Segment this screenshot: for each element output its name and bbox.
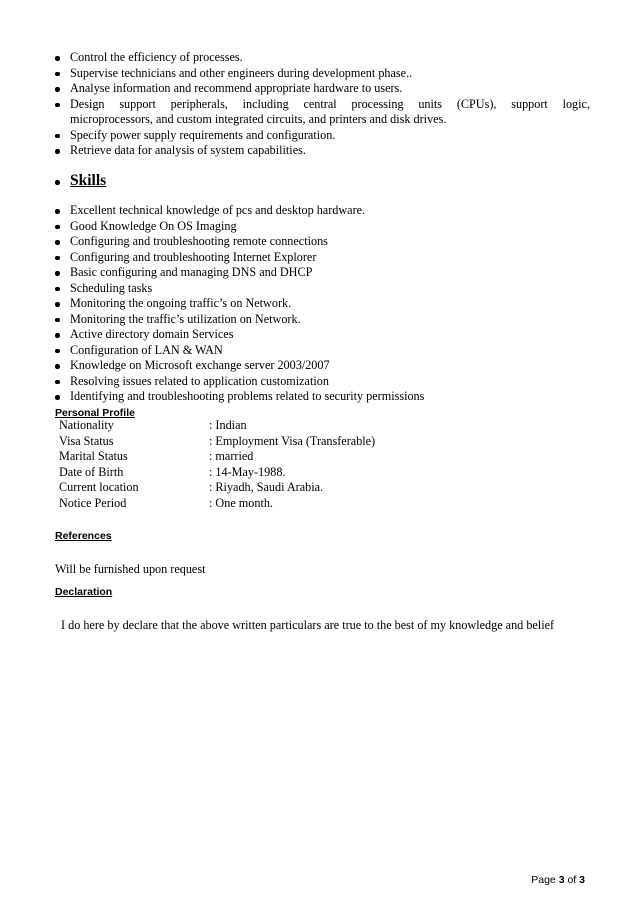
profile-value: : Riyadh, Saudi Arabia. [209,480,324,494]
list-item: Active directory domain Services [55,327,590,343]
bullet-icon [55,180,60,185]
bullet-icon [55,240,60,245]
bullet-icon [55,209,60,214]
bullet-icon [55,134,60,139]
list-item: Retrieve data for analysis of system capabilities. [55,143,590,159]
list-item: Identifying and troubleshooting problems related to security permissions [55,389,590,405]
declaration-text: I do here by declare that the above written particulars are true to the best of my knowledge and belief [61,618,555,632]
references-heading: References [55,530,112,542]
list-item: Control the efficiency of processes. [55,50,590,66]
bullet-icon [55,318,60,323]
profile-key: Notice Period [59,495,127,510]
list-item: Basic configuring and managing DNS and DHCP [55,265,590,281]
bullet-icon [55,256,60,261]
list-item: Supervise technicians and other engineers during development phase.. [55,66,590,82]
table-row [59,480,375,496]
personal-profile-heading: Personal Profile [55,407,135,419]
list-item: Scheduling tasks [55,281,590,297]
list-item: Knowledge on Microsoft exchange server 2003/2007 [55,358,590,374]
list-item: Resolving issues related to application customization [55,374,590,390]
table-row [59,418,375,434]
profile-value: : 14-May-1988. [209,464,286,479]
bullet-icon [55,364,60,369]
list-item: Configuring and troubleshooting Internet Explorer [55,250,590,266]
bullet-icon [55,333,60,338]
bullet-icon [55,395,60,400]
table-row [59,449,375,465]
personal-profile-table [59,418,375,511]
profile-value: : One month. [209,495,273,510]
list-item: Excellent technical knowledge of pcs and desktop hardware. [55,203,590,219]
list-item: Monitoring the traffic’s utilization on Network. [55,312,590,328]
skills-list [55,203,590,405]
bullet-icon [55,72,60,77]
bullet-icon [55,56,60,61]
profile-key: Date of Birth [59,464,124,479]
profile-value: : Indian [209,418,247,432]
table-row [59,434,375,450]
table-row [59,496,375,512]
list-item: Monitoring the ongoing traffic’s on Network. [55,296,590,312]
profile-key: Nationality [59,418,114,432]
bullet-icon [55,271,60,276]
bullet-icon [55,149,60,154]
references-text: Will be furnished upon request [55,562,206,576]
list-item: Configuration of LAN & WAN [55,343,590,359]
profile-key: Marital Status [59,449,128,463]
skills-heading: Skills [55,172,106,190]
bullet-icon [55,103,60,108]
page-number: Page 3 of 3 [531,874,585,886]
list-item: Design support peripherals, including central processing units (CPUs), support logic, microprocessors, and custom integrated circuits, and printers and disk drives. [55,97,590,128]
list-item: Specify power supply requirements and configuration. [55,128,590,144]
bullet-icon [55,349,60,354]
list-item: Analyse information and recommend appropriate hardware to users. [55,81,590,97]
profile-key: Visa Status [59,433,114,448]
bullet-icon [55,87,60,92]
profile-value: : married [209,449,254,463]
profile-value: : Employment Visa (Transferable) [209,433,376,448]
profile-key: Current location [59,480,139,494]
bullet-icon [55,302,60,307]
bullet-icon [55,380,60,385]
duties-list [55,50,590,159]
bullet-icon [55,225,60,230]
bullet-icon [55,287,60,292]
list-item: Configuring and troubleshooting remote connections [55,234,590,250]
table-row [59,465,375,481]
list-item: Good Knowledge On OS Imaging [55,219,590,235]
declaration-heading: Declaration [55,586,113,598]
